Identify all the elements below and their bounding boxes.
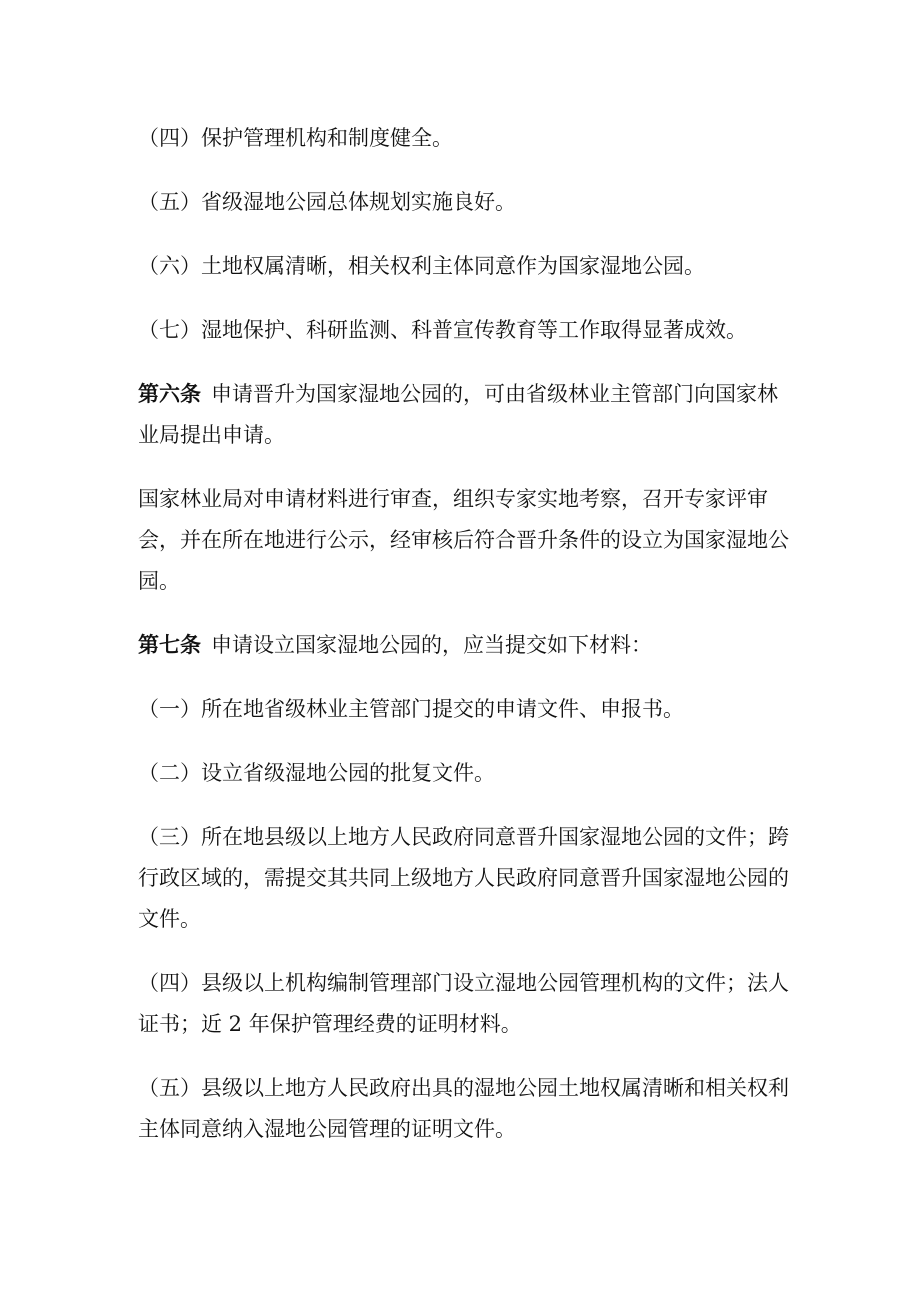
article-7-item-3: （三）所在地县级以上地方人民政府同意晋升国家湿地公园的文件；跨行政区域的，需提交其共同上级地方人民政府同意晋升国家湿地公园的文件。 [138,825,789,931]
article-6-text: 申请晋升为国家湿地公园的，可由省级林业主管部门向国家林业局提出申请。 [138,382,778,447]
list-item-5: （五）省级湿地公园总体规划实施良好。 [138,190,516,214]
article-7-text: 申请设立国家湿地公园的，应当提交如下材料： [211,633,652,657]
list-item-7: （七）湿地保护、科研监测、科普宣传教育等工作取得显著成效。 [138,318,747,342]
article-6-heading: 第六条 [138,382,201,406]
article-7-item-2: （二）设立省级湿地公园的批复文件。 [138,761,495,785]
article-7-item-5: （五）县级以上地方人民政府出具的湿地公园土地权属清晰和相关权利主体同意纳入湿地公园管理的证明文件。 [138,1076,789,1141]
list-item-4: （四）保护管理机构和制度健全。 [138,126,453,150]
list-item-6: （六）土地权属清晰，相关权利主体同意作为国家湿地公园。 [138,254,705,278]
article-6-paragraph-2: 国家林业局对申请材料进行审查，组织专家实地考察，召开专家评审会，并在所在地进行公示，经审核后符合晋升条件的设立为国家湿地公园。 [138,487,789,593]
article-7-item-4: （四）县级以上机构编制管理部门设立湿地公园管理机构的文件；法人证书；近 2 年保护管理经费的证明材料。 [138,971,789,1036]
article-6-paragraph [138,374,798,456]
article-7-heading: 第七条 [138,633,201,657]
document-body [138,118,798,1173]
article-7-paragraph [138,625,798,666]
article-7-item-1: （一）所在地省级林业主管部门提交的申请文件、申报书。 [138,697,684,721]
